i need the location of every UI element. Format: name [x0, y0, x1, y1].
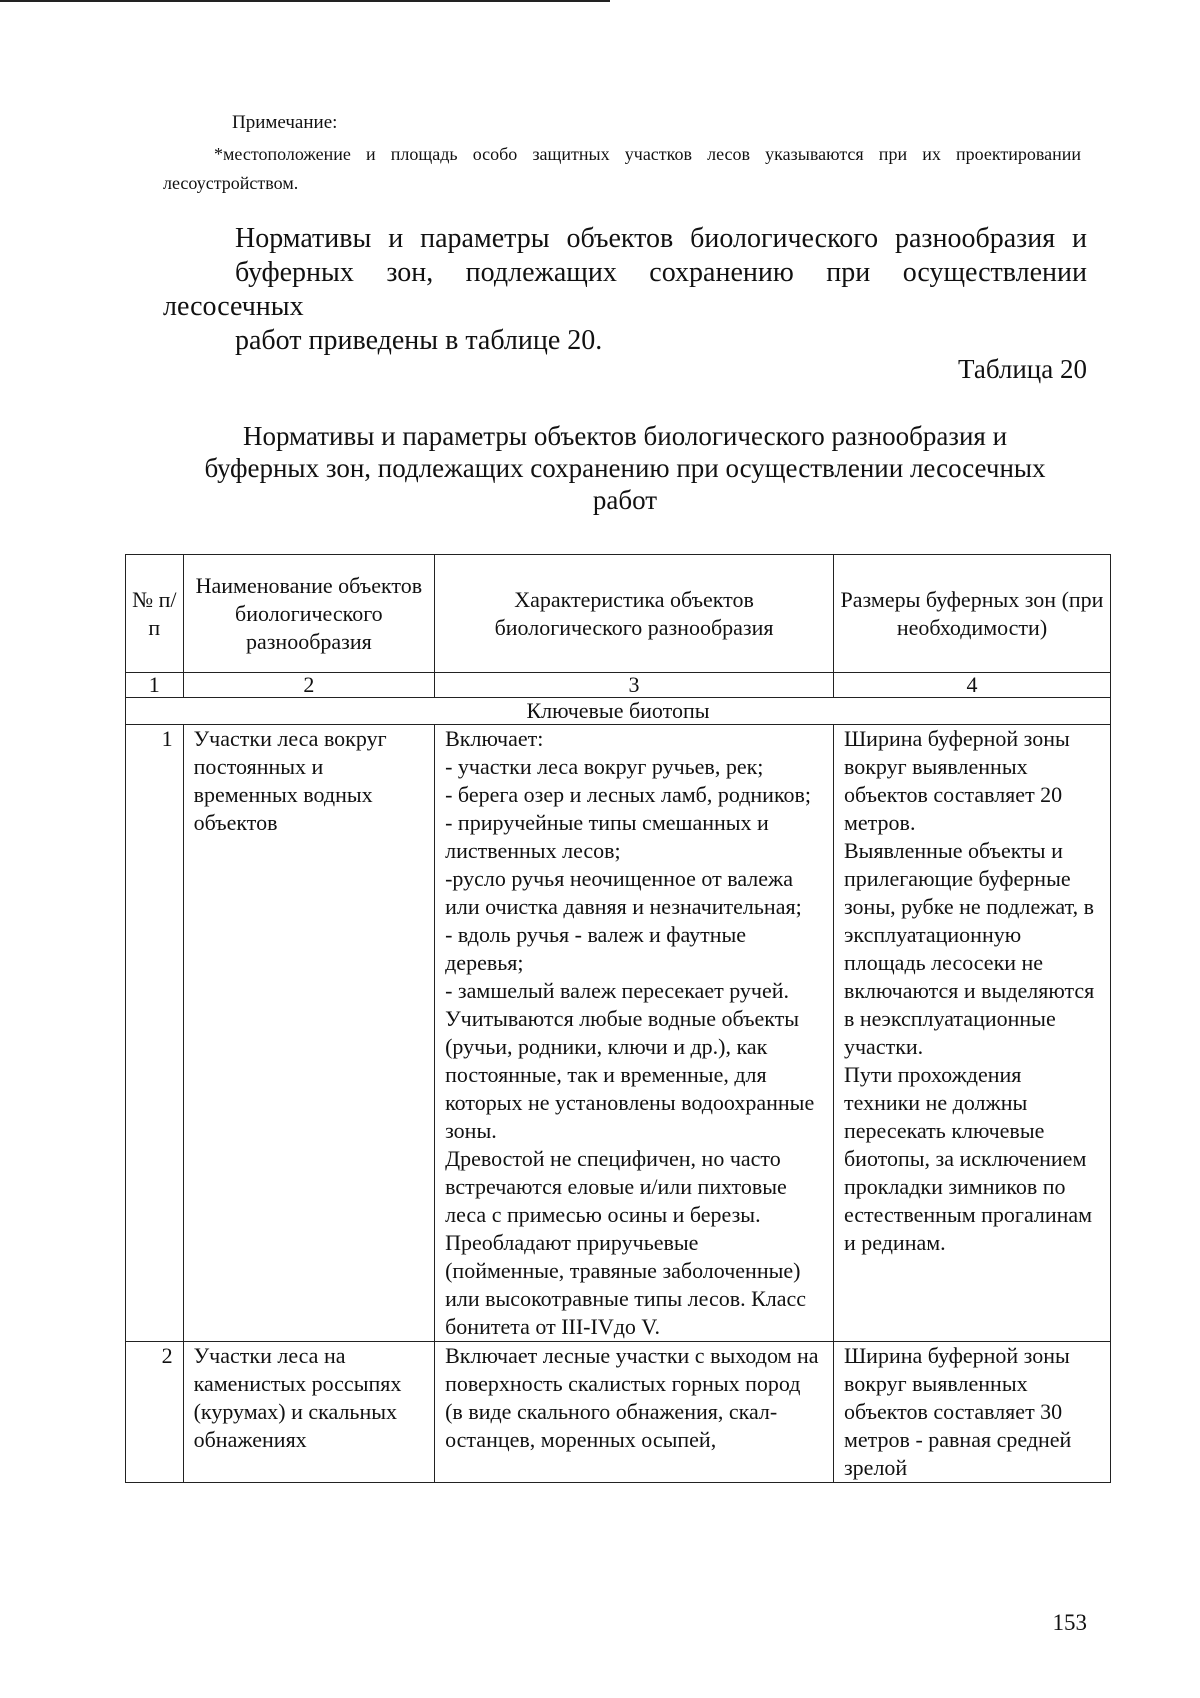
characteristic-line: Учитываются любые водные объекты (ручьи, родники, ключи и др.), как постоянные, так и временные, для которых не установлены водоохранные зоны.	[445, 1006, 815, 1143]
row-number: 1	[126, 725, 184, 1342]
characteristic-line: - берега озер и лесных ламб, родников;	[445, 782, 812, 807]
characteristic-line: Включает:	[445, 726, 544, 751]
header-buffer: Размеры буферных зон (при необходимости)	[833, 555, 1110, 673]
row-buffer	[833, 725, 1110, 1342]
characteristic-line: - приручейные типы смешанных и лиственных лесов;	[445, 810, 769, 863]
table-header-row	[126, 555, 1111, 673]
row-characteristic	[435, 1342, 834, 1483]
scan-top-edge-line	[0, 0, 610, 2]
intro-paragraph-line: буферных зон, подлежащих сохранению при осуществлении лесосечных	[163, 257, 1087, 322]
characteristic-line: - замшелый валеж пересекает ручей.	[445, 978, 790, 1003]
table-row	[126, 725, 1111, 1342]
row-buffer	[833, 1342, 1110, 1483]
column-index: 2	[183, 673, 435, 698]
header-name: Наименование объектов биологического разнообразия	[183, 555, 435, 673]
row-name: Участки леса на каменистых россыпях (курумах) и скальных обнажениях	[183, 1342, 435, 1483]
section-row	[126, 698, 1111, 725]
biodiversity-table	[125, 554, 1111, 1483]
characteristic-line: -русло ручья неочищенное от валежа или очистка давняя и незначительная;	[445, 866, 802, 919]
buffer-line: Ширина буферной зоны вокруг выявленных объектов составляет 20 метров.	[843, 726, 1070, 835]
table-title-line: работ	[592, 485, 658, 515]
table-label: Таблица 20	[958, 354, 1087, 384]
table-title-line: Нормативы и параметры объектов биологического разнообразия и	[242, 421, 1008, 451]
characteristic-line: Древостой не специфичен, но часто встречаются еловые и/или пихтовые леса с примесью осины и березы. Преобладают приручьевые (пойменные, травяные заболоченные) или высокотравные типы лесов. Класс бонитета от III-IVдо V.	[445, 1146, 807, 1339]
row-name: Участки леса вокруг постоянных и временных водных объектов	[183, 725, 435, 1342]
intro-paragraph	[163, 222, 1087, 358]
note-text: *местоположение и площадь особо защитных участков лесов указываются при их проектировании лесоустройством.	[163, 144, 1081, 193]
column-index: 1	[126, 673, 184, 698]
table-row	[126, 1342, 1111, 1483]
characteristic-line: Включает лесные участки с выходом на поверхность скалистых горных пород (в виде скального обнажения, скал-останцев, моренных осыпей,	[445, 1343, 819, 1452]
intro-paragraph-line: Нормативы и параметры объектов биологического разнообразия и	[235, 223, 1087, 254]
header-characteristic: Характеристика объектов биологического разнообразия	[435, 555, 834, 673]
characteristic-line: - вдоль ручья - валеж и фаутные деревья;	[445, 922, 747, 975]
intro-paragraph-line: работ приведены в таблице 20.	[235, 325, 603, 356]
row-characteristic	[435, 725, 834, 1342]
section-title: Ключевые биотопы	[126, 698, 1111, 725]
column-index: 4	[833, 673, 1110, 698]
page-number: 153	[1052, 1610, 1087, 1635]
buffer-line: Выявленные объекты и прилегающие буферные зоны, рубке не подлежат, в эксплуатационную площадь лесосеки не включаются и выделяются в неэксплуатационные участки.	[843, 838, 1095, 1059]
table-title-line: буферных зон, подлежащих сохранению при осуществлении лесосечных	[204, 453, 1046, 483]
row-number: 2	[126, 1342, 184, 1483]
characteristic-line: - участки леса вокруг ручьев, рек;	[445, 754, 764, 779]
table-title	[163, 420, 1087, 516]
buffer-line: Ширина буферной зоны вокруг выявленных объектов составляет 30 метров - равная средней зрелой	[843, 1343, 1072, 1480]
buffer-line: Пути прохождения техники не должны пересекать ключевые биотопы, за исключением прокладки зимников по естественным прогалинам и рединам.	[843, 1062, 1093, 1255]
column-index-row	[126, 673, 1111, 698]
note-label: Примечание:	[232, 112, 338, 133]
column-index: 3	[435, 673, 834, 698]
header-number: № п/п	[126, 555, 184, 673]
